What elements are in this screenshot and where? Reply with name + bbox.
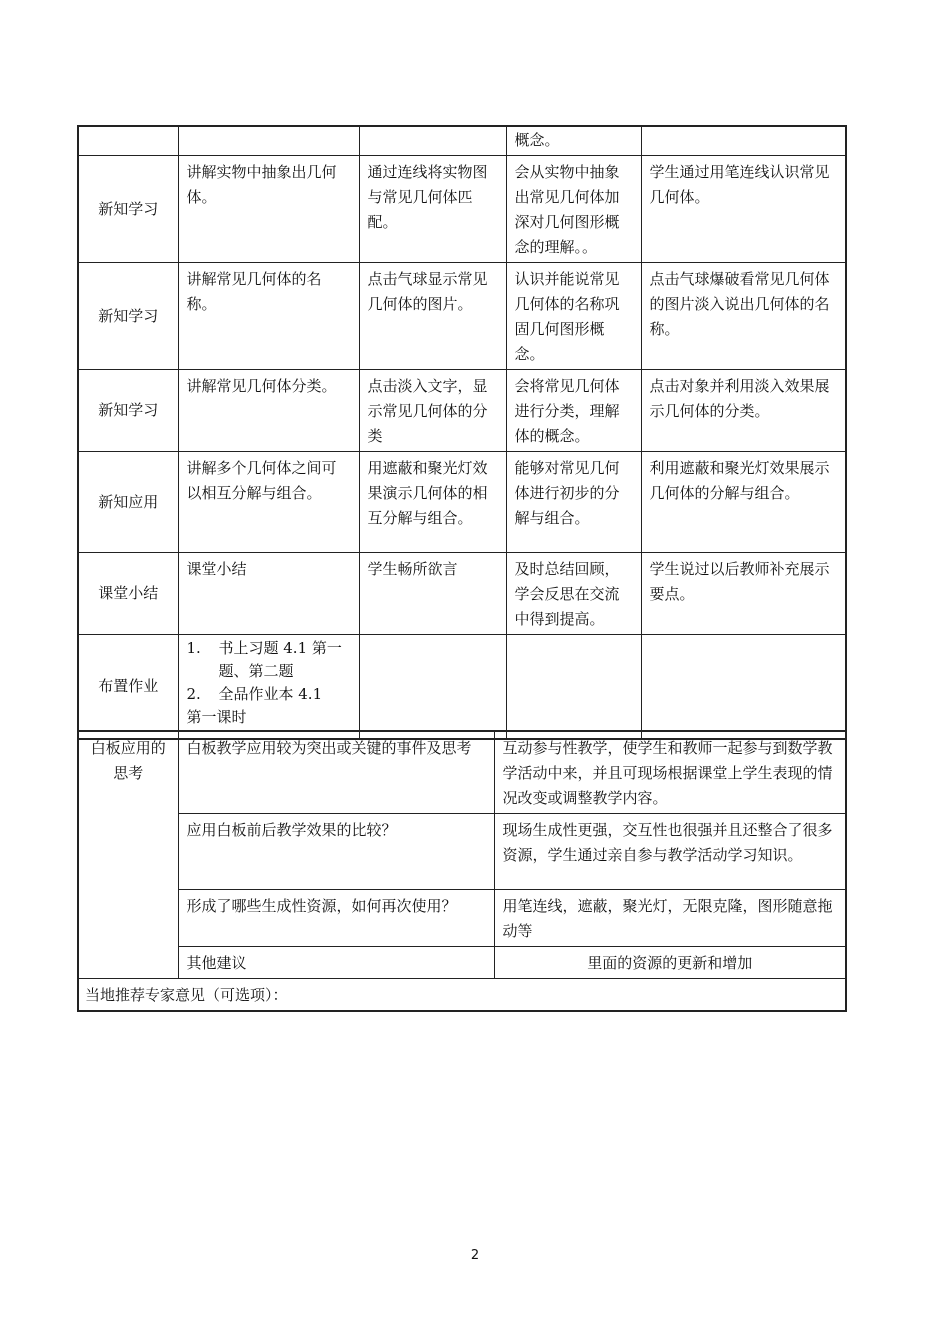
stage-cell: 新知学习 [78,156,178,263]
goal-cell: 概念。 [506,126,641,156]
teacher-activity-cell: 讲解常见几何体分类。 [178,370,359,452]
question-cell: 应用白板前后教学效果的比较？ [178,814,494,890]
homework-list [187,637,351,729]
question-cell: 其他建议 [178,947,494,979]
table-row [78,553,846,635]
list-item: 第一课时 [186,708,247,726]
table-row [78,814,846,890]
page-number: 2 [470,1248,480,1263]
answer-cell: 现场生成性更强，交互性也很强并且还整合了很多资源，学生通过亲自参与教学活动学习知识。 [494,814,846,890]
answer-cell: 用笔连线，遮蔽，聚光灯，无限克隆，图形随意拖动等 [494,890,846,947]
question-cell: 形成了哪些生成性资源，如何再次使用？ [178,890,494,947]
design-cell [641,126,846,156]
student-activity-cell: 点击淡入文字，显示常见几何体的分类 [359,370,506,452]
design-cell [641,635,846,739]
design-cell: 学生通过用笔连线认识常见几何体。 [641,156,846,263]
table-row [78,370,846,452]
stage-cell: 课堂小结 [78,553,178,635]
stage-cell [78,126,178,156]
table-row [78,947,846,979]
goal-cell [506,635,641,739]
goal-cell: 能够对常见几何体进行初步的分解与组合。 [506,452,641,553]
table-row [78,979,846,1012]
whiteboard-label: 白板应用的思考 [78,731,178,979]
teacher-activity-cell: 讲解实物中抽象出几何体。 [178,156,359,263]
answer-cell: 里面的资源的更新和增加 [494,947,846,979]
expert-opinion: 当地推荐专家意见（可选项）： [78,979,846,1012]
student-activity-cell [359,126,506,156]
design-cell: 点击对象并利用淡入效果展示几何体的分类。 [641,370,846,452]
teacher-activity-cell: 讲解常见几何体的名称。 [178,263,359,370]
teacher-activity-cell: 讲解多个几何体之间可以相互分解与组合。 [178,452,359,553]
list-item: 1. 书上习题 4.1 第一 [186,639,342,657]
student-activity-cell: 点击气球显示常见几何体的图片。 [359,263,506,370]
list-item: 2. 全品作业本 4.1 [186,685,323,703]
student-activity-cell: 学生畅所欲言 [359,553,506,635]
goal-cell: 会从实物中抽象出常见几何体加深对几何图形概念的理解。。 [506,156,641,263]
table-row [78,156,846,263]
teacher-activity-cell [178,126,359,156]
design-cell: 学生说过以后教师补充展示要点。 [641,553,846,635]
whiteboard-reflection-table [77,730,847,1012]
goal-cell: 会将常见几何体进行分类，理解体的概念。 [506,370,641,452]
student-activity-cell: 用遮蔽和聚光灯效果演示几何体的相互分解与组合。 [359,452,506,553]
design-cell: 利用遮蔽和聚光灯效果展示几何体的分解与组合。 [641,452,846,553]
table-row [78,263,846,370]
question-cell: 白板教学应用较为突出或关键的事件及思考 [178,731,494,814]
stage-cell: 布置作业 [78,635,178,739]
design-cell: 点击气球爆破看常见几何体的图片淡入说出几何体的名称。 [641,263,846,370]
answer-cell: 互动参与性教学，使学生和教师一起参与到数学教学活动中来，并且可现场根据课堂上学生表现的情况改变或调整教学内容。 [494,731,846,814]
table-row [78,731,846,814]
stage-cell: 新知学习 [78,263,178,370]
goal-cell: 认识并能说常见几何体的名称巩固几何图形概念。 [506,263,641,370]
goal-cell: 及时总结回顾，学会反思在交流中得到提高。 [506,553,641,635]
table-row [78,126,846,156]
lesson-plan-table [77,125,847,740]
table-row [78,452,846,553]
stage-cell: 新知学习 [78,370,178,452]
homework-cell [178,635,359,739]
student-activity-cell: 通过连线将实物图与常见几何体匹配。 [359,156,506,263]
teacher-activity-cell: 课堂小结 [178,553,359,635]
table-row [78,635,846,739]
list-item: 题、第二题 [218,662,294,680]
table-row [78,890,846,947]
stage-cell: 新知应用 [78,452,178,553]
student-activity-cell [359,635,506,739]
